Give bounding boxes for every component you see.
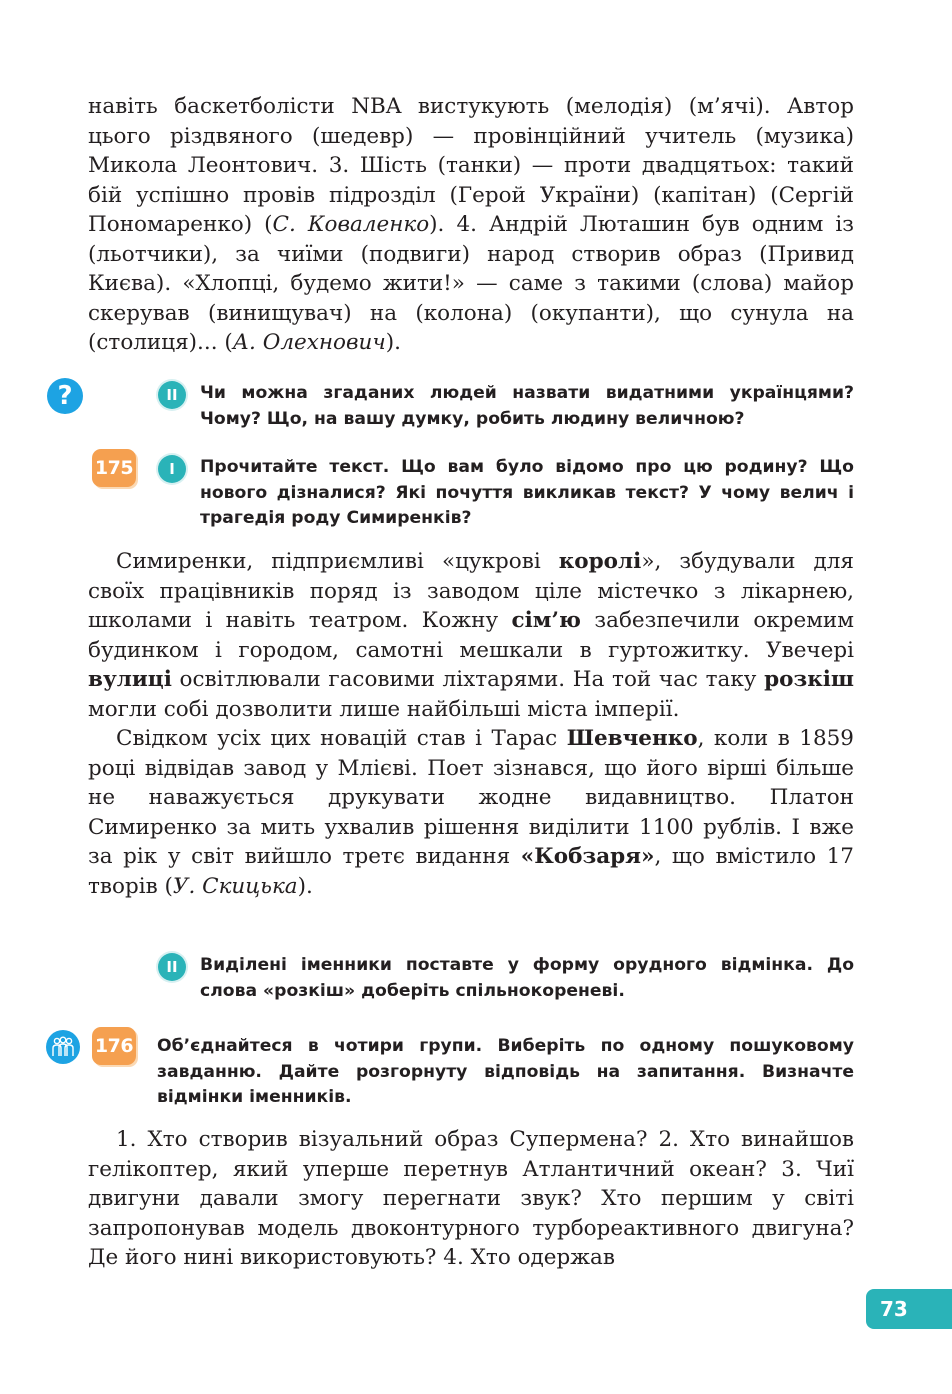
task-176-text [88,1125,854,1273]
author-kovalenko: С. Коваленко [272,212,430,237]
top-paragraph-text-1: навіть баскетболісти NBA вистукують (мелодія) (м’ячі). Автор цього різдвяного (шедевр) — провінційний учитель (музика) Микола Леонтович. 3. Шість (танки) — проти двадцятьох: такий бій успішно провів підрозділ (Герой України) (капітан) (Сергій Пономаренко) ( [88,94,854,237]
top-paragraph-text-2: ). 4. Андрій Люташин був одним із (льотчики), за чиїми (подвиги) народ створив образ (Привид Києва). «Хлопці, будемо жити!» — саме з такими (слова) майор скерував (винищувач) на (колона) (окупанти), що сунула на (столиця)... ( [88,212,854,355]
bold-word-shevchenko: Шевченко [566,726,698,751]
task-175-paragraph-1: Симиренки, підприємливі «цукрові королі», збудували для своїх працівників поряд із заводом ціле містечко з лікарнею, школами і навіть театром. Кожну сім’ю забезпечили окремим будинком і городом, самотні мешкали в гуртожитку. Увечері вулиці освітлювали гасовими ліхтарями. На той час таку розкіш могли собі дозволити лише найбільші міста імперії. [88,549,854,722]
level-ii-icon: II [158,953,186,981]
question-task-text: Чи можна згаданих людей назвати видатними українцями? Чому? Що, на вашу думку, робить людину величною? [200,383,854,429]
top-paragraph [88,92,854,358]
task-number-176-badge: 176 [92,1027,136,1065]
task-175-text [88,547,854,901]
task-176-questions: 1. Хто створив візуальний образ Супермена? 2. Хто винайшов гелікоптер, який уперше перетнув Атлантичний океан? 3. Чиї двигуни давали змогу перегнати звук? Хто першим у світі запропонував модель двоконтурного турбореактивного двигуна? Де його нині використовують? 4. Хто одержав [88,1127,854,1270]
bold-word-vulytsi: вулиці [88,667,172,692]
people-group-icon [50,1036,76,1058]
top-paragraph-text-3: ). [385,330,401,355]
author-skytska: У. Скицька [172,873,298,899]
question-icon: ? [47,378,83,414]
task-175-instruction: Прочитайте текст. Що вам було відомо про цю родину? Що нового дізналися? Які почуття викликав текст? У чому велич і трагедія роду Симиренків? [200,457,854,528]
level-ii-icon: II [158,381,186,409]
bold-word-kobzaria: «Кобзаря» [520,844,655,869]
author-olekhnovych: А. Олехнович [232,330,386,355]
bold-word-koroli: королі [558,549,642,574]
task-175-paragraph-2: Свідком усіх цих новацій став і Тарас Шевченко, коли в 1859 році відвідав завод у Млієві. Поет зізнався, що його вірші більше не наважується друкувати жодне видавництво. Платон Симиренко за мить ухвалив рішення виділити 1100 рублів. І вже за рік у світ вийшло третє видання «Кобзаря», що вмістило 17 творів (У. Скицька). [88,726,854,899]
task-176-instruction: Об’єднайтеся в чотири групи. Виберіть по одному пошуковому завданню. Дайте розгорнуту відповідь на запитання. Визначте відмінки іменників. [157,1036,854,1107]
group-work-icon [46,1030,80,1064]
task-175-level-2-instruction: Виділені іменники поставте у форму орудного відмінка. До слова «розкіш» доберіть спільнокореневі. [200,955,854,1001]
bold-word-rozkish: розкіш [764,667,854,692]
page-number: 73 [866,1289,952,1329]
level-i-icon: I [158,455,186,483]
task-number-175-badge: 175 [92,449,136,487]
bold-word-simiu: сім’ю [511,608,581,633]
